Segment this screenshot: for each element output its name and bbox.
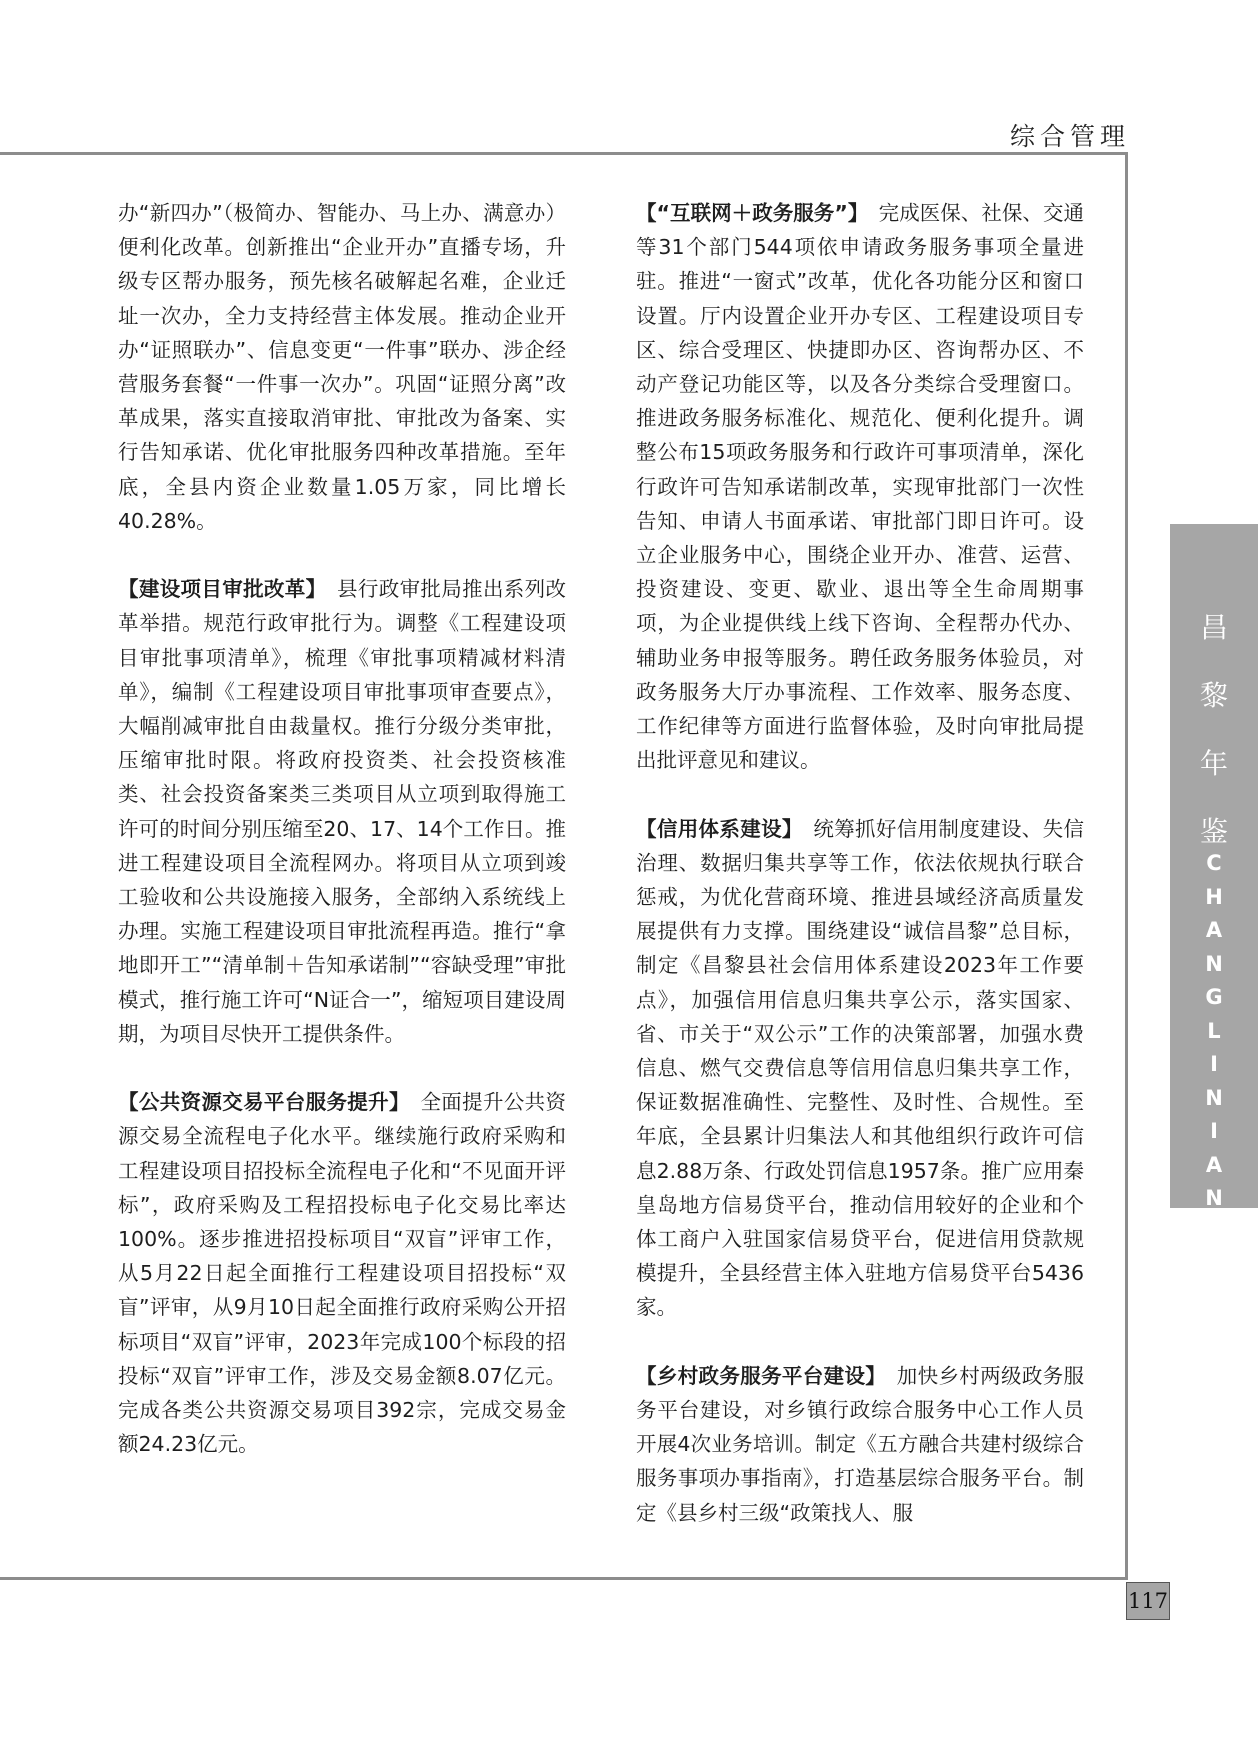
pinyin-letter: N bbox=[1205, 1085, 1223, 1110]
pinyin-letter: I bbox=[1210, 1253, 1218, 1277]
pinyin-letter: H bbox=[1205, 884, 1223, 909]
frame-right-rule bbox=[1125, 152, 1128, 1580]
section-heading: 【“互联网＋政务服务”】 bbox=[636, 201, 859, 225]
pinyin-letter: L bbox=[1207, 1018, 1221, 1043]
section-body: 统筹抓好信用制度建设、失信治理、数据归集共享等工作，依法依规执行联合惩戒，为优化营商环境、推进县域经济高质量发展提供有力支撑。围绕建设“诚信昌黎”总目标，制定《昌黎县社会信用体系建设2023年工作要点》，加强信用信息归集共享公示，落实国家、省、市关于“双公示”工作的决策部署，加强水费信息、燃气交费信息等信用信息归集共享工作，保证数据准确性、完整性、及时性、合规性。至年底，全县累计归集法人和其他组织行政许可信息2.88万条、行政处罚信息1957条。推广应用秦皇岛地方信易贷平台，推动信用较好的企业和个体工商户入驻国家信易贷平台，促进信用贷款规模提升，全县经营主体入驻地方信易贷平台5436家。 bbox=[636, 816, 1085, 1320]
right-column bbox=[636, 196, 1084, 1530]
pinyin-letter: A bbox=[1205, 1286, 1223, 1311]
paragraph-gap bbox=[636, 1325, 1084, 1359]
left-column bbox=[118, 196, 566, 1461]
pinyin-letter: N bbox=[1205, 1186, 1223, 1210]
paragraph-gap bbox=[636, 777, 1084, 811]
section-rural-services-platform bbox=[636, 1359, 1084, 1530]
section-credit-system bbox=[636, 812, 1084, 1325]
book-title-char: 昌 bbox=[1199, 611, 1228, 644]
book-title-pinyin bbox=[1170, 847, 1258, 1350]
paragraph-gap bbox=[118, 538, 566, 572]
book-title-char: 黎 bbox=[1199, 679, 1228, 712]
pinyin-letter: N bbox=[1205, 951, 1223, 976]
pinyin-letter: I bbox=[1210, 1052, 1218, 1076]
pinyin-letter: A bbox=[1205, 918, 1223, 942]
section-body: 县行政审批局推出系列改革举措。规范行政审批行为。调整《工程建设项目审批事项清单》，梳理《审批事项精减材料清单》，编制《工程建设项目审批事项审查要点》，大幅削减审批自由裁量权。推行分级分类审批，压缩审批时限。将政府投资类、社会投资核准类、社会投资备案类三类项目从立项到取得施工许可的时间分别压缩至20、17、14个工作日。推进工程建设项目全流程网办。将项目从立项到竣工验收和公共设施接入服务，全部纳入系统线上办理。实施工程建设项目审批流程再造。推行“拿地即开工”“清单制＋告知承诺制”“容缺受理”审批模式，推行施工许可“N证合一”，缩短项目建设周期，为项目尽快开工提供条件。 bbox=[118, 577, 567, 1046]
section-heading: 【公共资源交易平台服务提升】 bbox=[118, 1090, 400, 1115]
book-title-chinese bbox=[1170, 594, 1258, 866]
frame-top-rule bbox=[0, 152, 1128, 155]
pinyin-letter: J bbox=[1210, 1219, 1218, 1244]
section-body: 完成医保、社保、交通等31个部门544项依申请政务服务事项全量进驻。推进“一窗式”改革，优化各功能分区和窗口设置。厅内设置企业开办专区、工程建设项目专区、综合受理区、快捷即办区、咨询帮办区、不动产登记功能区等，以及各分类综合受理窗口。推进政务服务标准化、规范化、便利化提升。调整公布15项政务服务和行政许可事项清单，深化行政许可告知承诺制改革，实现审批部门一次性告知、申请人书面承诺、审批部门即日许可。设立企业服务中心，围绕企业开办、准营、运营、投资建设、变更、歇业、退出等全生命周期事项，为企业提供线上线下咨询、全程帮办代办、辅助业务申报等服务。聘任政务服务体验员，对政务服务大厅办事流程、工作效率、服务态度、工作纪律等方面进行监督体验，及时向审批局提出批评意见和建议。 bbox=[636, 201, 1085, 773]
page-number: 117 bbox=[1126, 1582, 1170, 1620]
sidebar-book-title-tab bbox=[1170, 524, 1258, 1344]
section-heading: 【信用体系建设】 bbox=[636, 816, 793, 841]
pinyin-letter: G bbox=[1205, 985, 1223, 1009]
pinyin-letter: I bbox=[1210, 1119, 1218, 1143]
pinyin-letter: A bbox=[1205, 1152, 1223, 1177]
section-heading: 【建设项目审批改革】 bbox=[118, 577, 317, 602]
section-body: 加快乡村两级政务服务平台建设，对乡镇行政综合服务中心工作人员开展4次业务培训。制定《五方融合共建村级综合服务事项办事指南》，打造基层综合服务平台。制定《县乡村三级“政策找人、服 bbox=[636, 1363, 1085, 1525]
section-internet-plus-services bbox=[636, 196, 1084, 777]
pinyin-letter: C bbox=[1206, 851, 1222, 875]
frame-bottom-rule bbox=[0, 1577, 1128, 1580]
book-title-char: 鉴 bbox=[1199, 815, 1228, 848]
paragraph-continued: 办“新四办”（极简办、智能办、马上办、满意办）便利化改革。创新推出“企业开办”直播专场，升级专区帮办服务，预先核名破解起名难，企业迁址一次办，全力支持经营主体发展。推动企业开办“证照联办”、信息变更“一件事”联办、涉企经营服务套餐“一件事一次办”。巩固“证照分离”改革成果，落实直接取消审批、审批改为备案、实行告知承诺、优化审批服务四种改革措施。至年底，全县内资企业数量1.05万家，同比增长40.28%。 bbox=[118, 201, 566, 533]
book-title-char: 年 bbox=[1199, 747, 1228, 780]
section-heading: 【乡村政务服务平台建设】 bbox=[636, 1363, 876, 1388]
pinyin-letter: N bbox=[1205, 1320, 1223, 1344]
section-title: 综合管理 bbox=[1009, 122, 1130, 151]
section-public-resource-trading bbox=[118, 1085, 566, 1461]
section-body: 全面提升公共资源交易全流程电子化水平。继续施行政府采购和工程建设项目招投标全流程电子化和“不见面开评标”，政府采购及工程招投标电子化交易比率达100%。逐步推进招投标项目“双盲”评审工作，从5月22日起全面推行工程建设项目招投标“双盲”评审，从9月10日起全面推行政府采购公开招标项目“双盲”评审，2023年完成100个标段的招投标“双盲”评审工作，涉及交易金额8.07亿元。完成各类公共资源交易项目392宗，完成交易金额24.23亿元。 bbox=[118, 1090, 567, 1457]
section-construction-approval bbox=[118, 572, 566, 1051]
paragraph-gap bbox=[118, 1051, 566, 1085]
